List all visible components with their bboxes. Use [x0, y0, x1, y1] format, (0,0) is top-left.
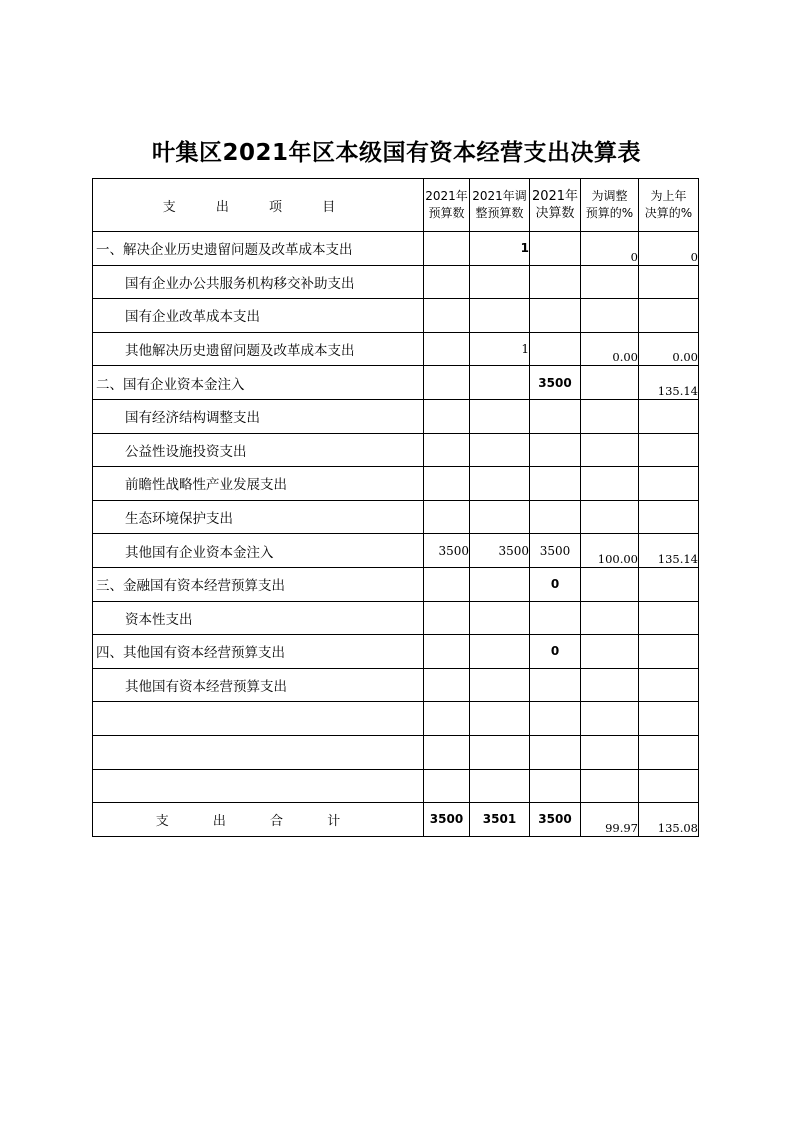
row-pct-last-year [639, 467, 699, 501]
row-pct-last-year [639, 735, 699, 769]
row-item: 二、国有企业资本金注入 [93, 366, 424, 400]
row-adjusted [470, 433, 530, 467]
table-row [93, 366, 699, 400]
row-pct-adjusted: 0.00 [581, 332, 639, 366]
row-adjusted: 3500 [470, 534, 530, 568]
row-budget [424, 500, 470, 534]
row-budget [424, 635, 470, 669]
row-item: 生态环境保护支出 [93, 500, 424, 534]
total-pct-adjusted: 99.97 [581, 803, 639, 837]
row-final [530, 702, 581, 736]
row-item: 其他解决历史遗留问题及改革成本支出 [93, 332, 424, 366]
total-label: 支 出 合 计 [93, 803, 424, 837]
row-pct-adjusted [581, 265, 639, 299]
table-row [93, 332, 699, 366]
row-pct-adjusted [581, 433, 639, 467]
row-pct-last-year: 135.14 [639, 534, 699, 568]
row-pct-last-year: 0 [639, 232, 699, 266]
row-adjusted: 1 [470, 232, 530, 266]
row-adjusted [470, 601, 530, 635]
row-pct-adjusted [581, 366, 639, 400]
table-row [93, 399, 699, 433]
row-budget [424, 567, 470, 601]
row-item [93, 735, 424, 769]
row-adjusted: 1 [470, 332, 530, 366]
row-pct-last-year [639, 769, 699, 803]
row-pct-adjusted [581, 702, 639, 736]
row-pct-last-year [639, 399, 699, 433]
header-item: 支 出 项 目 [93, 179, 424, 232]
header-final: 2021年 决算数 [530, 179, 581, 232]
row-budget [424, 265, 470, 299]
total-row [93, 803, 699, 837]
row-adjusted [470, 567, 530, 601]
header-adjusted: 2021年调 整预算数 [470, 179, 530, 232]
table-row [93, 500, 699, 534]
row-budget [424, 232, 470, 266]
table-row [93, 601, 699, 635]
row-budget [424, 601, 470, 635]
row-item: 国有企业改革成本支出 [93, 299, 424, 333]
row-budget [424, 668, 470, 702]
table-row [93, 635, 699, 669]
row-adjusted [470, 265, 530, 299]
total-pct-last-year: 135.08 [639, 803, 699, 837]
row-budget [424, 702, 470, 736]
row-item: 公益性设施投资支出 [93, 433, 424, 467]
header-pct-last-year: 为上年 决算的% [639, 179, 699, 232]
table-header-row [93, 179, 699, 232]
row-budget [424, 299, 470, 333]
row-final [530, 265, 581, 299]
row-adjusted [470, 500, 530, 534]
row-final [530, 467, 581, 501]
row-adjusted [470, 467, 530, 501]
row-final [530, 433, 581, 467]
row-budget: 3500 [424, 534, 470, 568]
row-adjusted [470, 399, 530, 433]
row-item [93, 702, 424, 736]
row-pct-adjusted [581, 668, 639, 702]
total-final: 3500 [530, 803, 581, 837]
row-pct-last-year [639, 601, 699, 635]
row-budget [424, 433, 470, 467]
row-pct-last-year [639, 702, 699, 736]
table-row [93, 769, 699, 803]
row-item [93, 769, 424, 803]
row-item: 前瞻性战略性产业发展支出 [93, 467, 424, 501]
row-pct-adjusted [581, 399, 639, 433]
row-budget [424, 399, 470, 433]
row-final: 3500 [530, 366, 581, 400]
row-final: 0 [530, 567, 581, 601]
row-adjusted [470, 635, 530, 669]
row-final [530, 399, 581, 433]
table-row [93, 702, 699, 736]
table-row [93, 534, 699, 568]
row-pct-adjusted [581, 601, 639, 635]
table-row [93, 668, 699, 702]
row-final [530, 299, 581, 333]
row-final [530, 500, 581, 534]
row-adjusted [470, 668, 530, 702]
header-pct-adjusted: 为调整 预算的% [581, 179, 639, 232]
row-pct-last-year [639, 635, 699, 669]
row-adjusted [470, 366, 530, 400]
row-item: 三、金融国有资本经营预算支出 [93, 567, 424, 601]
row-item: 资本性支出 [93, 601, 424, 635]
row-adjusted [470, 769, 530, 803]
row-pct-last-year [639, 567, 699, 601]
row-adjusted [470, 299, 530, 333]
row-item: 国有经济结构调整支出 [93, 399, 424, 433]
row-pct-last-year [639, 500, 699, 534]
row-adjusted [470, 702, 530, 736]
row-budget [424, 366, 470, 400]
row-pct-adjusted [581, 635, 639, 669]
row-budget [424, 769, 470, 803]
row-pct-adjusted [581, 769, 639, 803]
row-item: 国有企业办公共服务机构移交补助支出 [93, 265, 424, 299]
row-pct-last-year [639, 668, 699, 702]
row-budget [424, 332, 470, 366]
row-final [530, 232, 581, 266]
header-budget: 2021年 预算数 [424, 179, 470, 232]
row-pct-adjusted [581, 735, 639, 769]
expenditure-table [92, 178, 699, 837]
table-row [93, 433, 699, 467]
row-pct-adjusted [581, 500, 639, 534]
row-pct-adjusted: 0 [581, 232, 639, 266]
row-pct-last-year [639, 265, 699, 299]
row-budget [424, 467, 470, 501]
table-row [93, 265, 699, 299]
row-item: 一、解决企业历史遗留问题及改革成本支出 [93, 232, 424, 266]
table-row [93, 567, 699, 601]
row-pct-adjusted [581, 567, 639, 601]
row-budget [424, 735, 470, 769]
row-adjusted [470, 735, 530, 769]
row-item: 其他国有资本经营预算支出 [93, 668, 424, 702]
row-pct-last-year: 0.00 [639, 332, 699, 366]
total-budget: 3500 [424, 803, 470, 837]
row-pct-last-year [639, 433, 699, 467]
row-item: 四、其他国有资本经营预算支出 [93, 635, 424, 669]
row-final: 3500 [530, 534, 581, 568]
table-row [93, 735, 699, 769]
row-pct-adjusted [581, 299, 639, 333]
table-row [93, 232, 699, 266]
row-pct-last-year [639, 299, 699, 333]
row-final [530, 769, 581, 803]
row-pct-adjusted [581, 467, 639, 501]
total-adjusted: 3501 [470, 803, 530, 837]
row-final [530, 668, 581, 702]
row-item: 其他国有企业资本金注入 [93, 534, 424, 568]
row-final [530, 601, 581, 635]
table-row [93, 467, 699, 501]
row-pct-last-year: 135.14 [639, 366, 699, 400]
row-pct-adjusted: 100.00 [581, 534, 639, 568]
row-final: 0 [530, 635, 581, 669]
row-final [530, 735, 581, 769]
row-final [530, 332, 581, 366]
table-row [93, 299, 699, 333]
page-title: 叶集区2021年区本级国有资本经营支出决算表 [151, 140, 641, 166]
